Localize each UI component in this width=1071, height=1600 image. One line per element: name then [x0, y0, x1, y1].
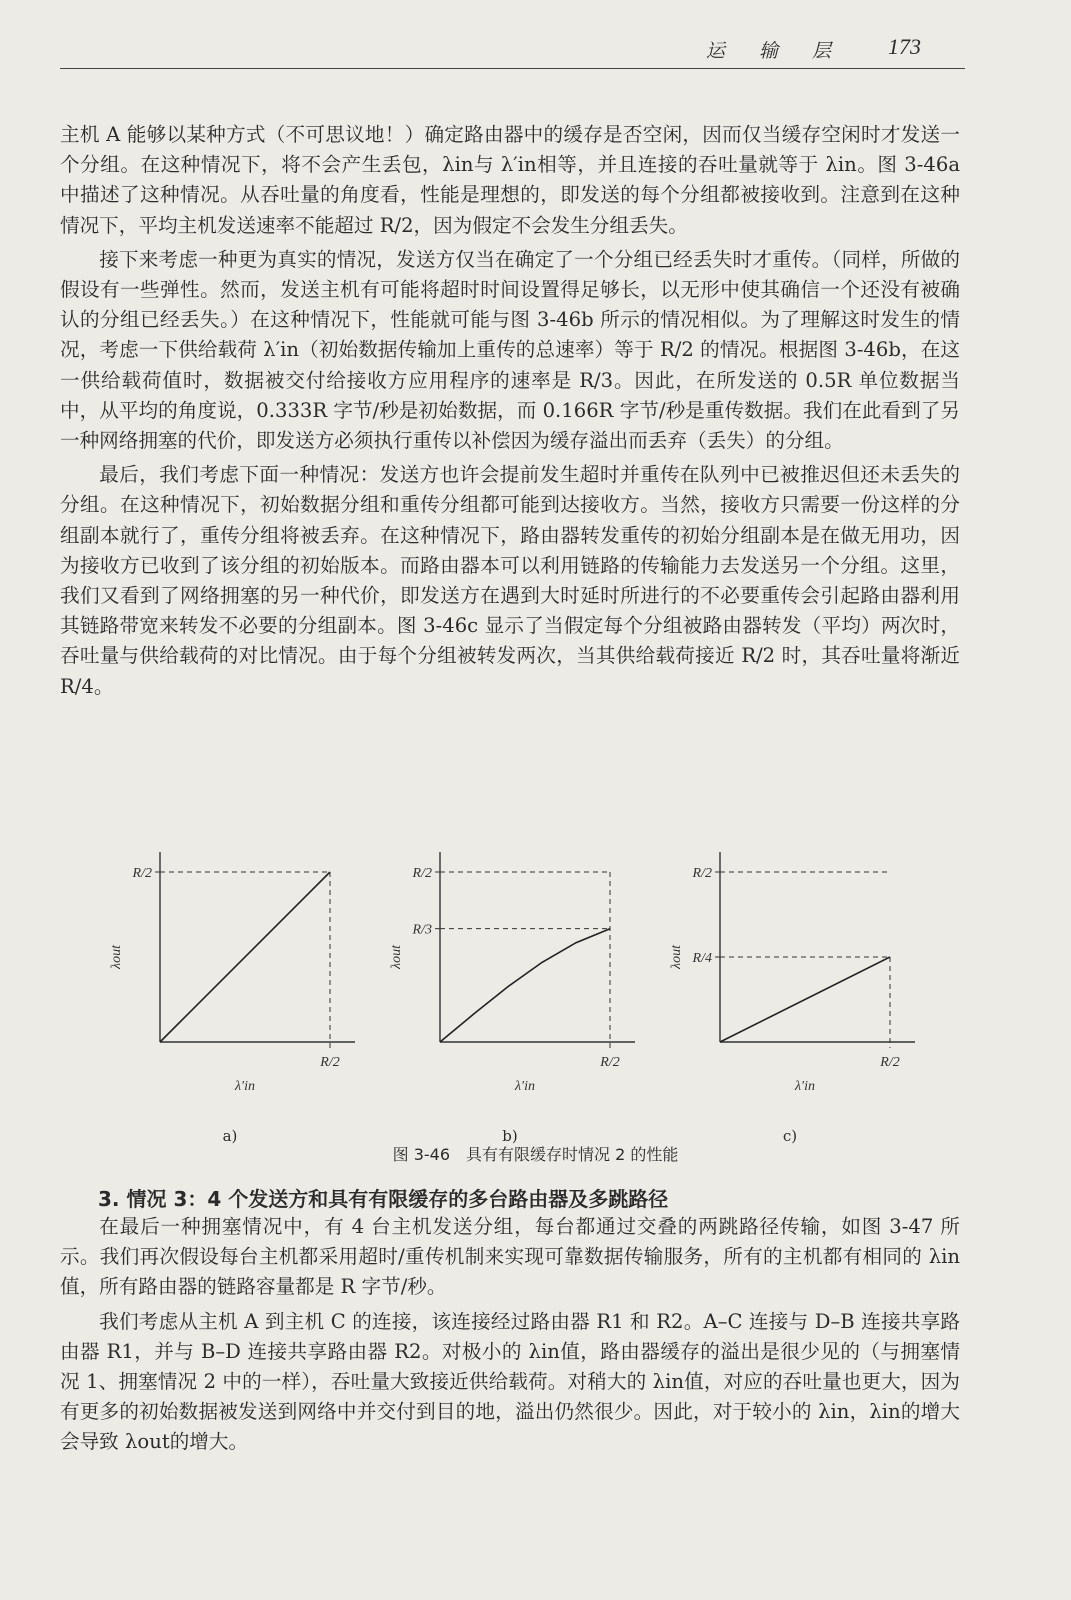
paragraph-1: 主机 A 能够以某种方式（不可思议地！）确定路由器中的缓存是否空闲，因而仅当缓存空闲时才发送一个分组。在这种情况下，将不会产生丢包，λin与 λ′in相等，并且连接的吞吐量就等于 λin。图 3-46a 中描述了这种情况。从吞吐量的角度看，性能是理想的，即发送的每个分组都被接收到。注意到在这种情况下，平均主机发送速率不能超过 R/2，因为假定不会发生分组丢失。 — [60, 123, 960, 237]
y-axis-label: λout — [669, 945, 684, 969]
y-tick-label-R-4: R/4 — [692, 951, 712, 966]
section-paragraph-2: 我们考虑从主机 A 到主机 C 的连接，该连接经过路由器 R1 和 R2。A–C 连接与 D–B 连接共享路由器 R1，并与 B–D 连接共享路由器 R2。对极小的 λin值，路由器缓存的溢出是很少见的（与拥塞情况 1、拥塞情况 2 中的一样），吞吐量大致接近供给载荷。对稍大的 λin值，对应的吞吐量也更大，因为有更多的初始数据被发送到网络中并交付到目的地，溢出仍然很少。因此，对于较小的 λin，λin的增大会导致 λout的增大。 — [60, 1309, 960, 1454]
series-line — [720, 957, 890, 1042]
series-line — [440, 929, 610, 1042]
x-tick-label-R-2: R/2 — [880, 1055, 900, 1070]
y-tick-label-R-3: R/3 — [412, 922, 432, 938]
y-axis-label: λout — [389, 945, 404, 969]
x-axis-label: λ′in — [234, 1079, 256, 1094]
y-tick-label-R-2: R/2 — [412, 866, 432, 881]
y-tick-label-R-2: R/2 — [692, 866, 712, 881]
series-line — [160, 872, 330, 1042]
y-axis-label: λout — [109, 945, 124, 969]
body-text-top — [60, 120, 960, 706]
chart-c-label: c) — [782, 1127, 798, 1145]
body-text-section — [60, 1212, 960, 1462]
chart-a-svg — [90, 862, 370, 1122]
x-tick-label-R-2: R/2 — [600, 1055, 620, 1070]
section-paragraph-1: 在最后一种拥塞情况中，有 4 台主机发送分组，每台都通过交叠的两跳路径传输，如图 3-47 所示。我们再次假设每台主机都采用超时/重传机制来实现可靠数据传输服务，所有的主机都有相同的 λin值，所有路由器的链路容量都是 R 字节/秒。 — [60, 1215, 960, 1299]
figure-caption: 图 3-46 具有有限缓存时情况 2 的性能 — [392, 1145, 679, 1164]
y-tick-label-R-2: R/2 — [132, 866, 152, 881]
chart-b-svg — [370, 862, 650, 1122]
running-header — [60, 30, 965, 69]
chart-a — [90, 862, 370, 1145]
chart-b-label: b) — [502, 1127, 518, 1145]
chart-b — [370, 862, 650, 1145]
page-number: 173 — [888, 34, 921, 59]
paragraph-3: 最后，我们考虑下面一种情况：发送方也许会提前发生超时并重传在队列中已被推迟但还未丢失的分组。在这种情况下，初始数据分组和重传分组都可能到达接收方。当然，接收方只需要一份这样的分组副本就行了，重传分组将被丢弃。在这种情况下，路由器转发重传的初始分组副本是在做无用功，因为接收方已收到了该分组的初始版本。而路由器本可以利用链路的传输能力去发送另一个分组。这里，我们又看到了网络拥塞的另一种代价，即发送方在遇到大时延时所进行的不必要重传会引起路由器利用其链路带宽来转发不必要的分组副本。图 3-46c 显示了当假定每个分组被路由器转发（平均）两次时，吞吐量与供给载荷的对比情况。由于每个分组被转发两次，当其供给载荷接近 R/2 时，其吞吐量将渐近 R/4。 — [60, 463, 960, 698]
x-axis-label: λ′in — [514, 1079, 536, 1094]
section-heading: 3. 情况 3：4 个发送方和具有有限缓存的多台路由器及多跳路径 — [98, 1187, 669, 1211]
chart-c — [650, 862, 930, 1145]
chart-c-svg — [650, 862, 930, 1122]
x-tick-label-R-2: R/2 — [320, 1055, 340, 1070]
paragraph-2: 接下来考虑一种更为真实的情况，发送方仅当在确定了一个分组已经丢失时才重传。（同样，所做的假设有一些弹性。然而，发送主机有可能将超时时间设置得足够长，以无形中使其确信一个还没有被确认的分组已经丢失。）在这种情况下，性能就可能与图 3-46b 所示的情况相似。为了理解这时发生的情况，考虑一下供给载荷 λ′in（初始数据传输加上重传的总速率）等于 R/2 的情况。根据图 3-46b，在这一供给载荷值时，数据被交付给接收方应用程序的速率是 R/3。因此，在所发送的 0.5R 单位数据当中，从平均的角度说，0.333R 字节/秒是初始数据，而 0.166R 字节/秒是重传数据。我们在此看到了另一种网络拥塞的代价，即发送方必须执行重传以补偿因为缓存溢出而丢弃（丢失）的分组。 — [60, 247, 960, 453]
chapter-title: 运 输 层 — [705, 40, 845, 62]
x-axis-label: λ′in — [794, 1079, 816, 1094]
figure-3-46 — [90, 862, 970, 1152]
chart-a-label: a) — [222, 1127, 238, 1145]
